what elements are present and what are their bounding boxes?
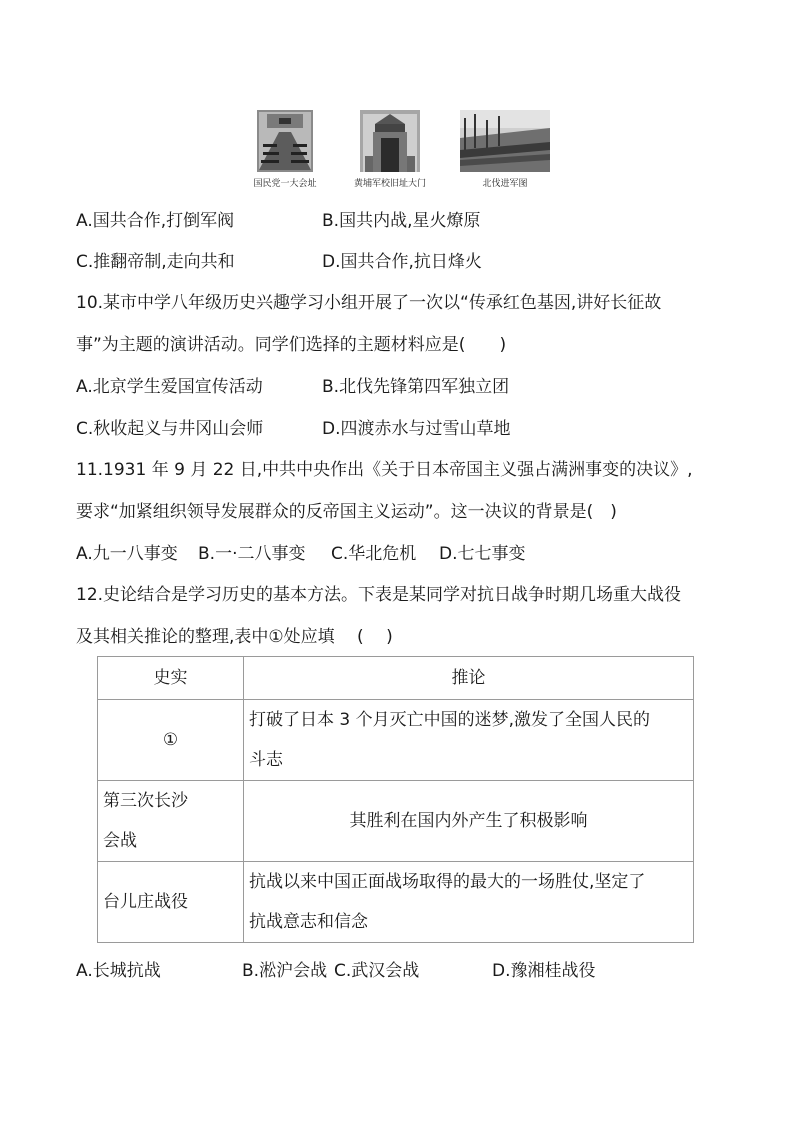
q12-option-d: D.豫湘桂战役 bbox=[492, 961, 596, 981]
q10-option-c: C.秋收起义与井冈山会师 bbox=[76, 419, 264, 439]
q10-option-b: B.北伐先锋第四军独立团 bbox=[322, 377, 510, 397]
q11-option-b: B.一·二八事变 bbox=[198, 544, 306, 564]
q12-table bbox=[97, 656, 694, 943]
table-cell-fact: 台儿庄战役 bbox=[98, 862, 244, 943]
table-row bbox=[98, 781, 694, 862]
table-header-inference: 推论 bbox=[244, 657, 694, 700]
q9-option-d: D.国共合作,抗日烽火 bbox=[322, 252, 482, 272]
inference-line: 斗志 bbox=[249, 750, 283, 770]
inference-line: 抗战意志和信念 bbox=[249, 912, 368, 932]
figure-caption: 国民党一大会址 bbox=[253, 179, 317, 189]
table-cell-fact bbox=[98, 781, 244, 862]
table-cell-fact: ① bbox=[98, 700, 244, 781]
table-cell-inference bbox=[244, 700, 694, 781]
q12-stem-line-2: 及其相关推论的整理,表中①处应填 ( ) bbox=[76, 627, 393, 647]
table-row bbox=[98, 862, 694, 943]
q12-option-b: B.淞沪会战 bbox=[242, 961, 328, 981]
q11-stem-line-1: 11.1931 年 9 月 22 日,中共中央作出《关于日本帝国主义强占满洲事变的决议》, bbox=[76, 460, 693, 480]
gate-photo-icon bbox=[345, 110, 435, 172]
q11-stem-line-2: 要求“加紧组织领导发展群众的反帝国主义运动”。这一决议的背景是( ) bbox=[76, 502, 617, 522]
q11-option-c: C.华北危机 bbox=[331, 544, 417, 564]
march-photo-icon bbox=[460, 110, 550, 172]
figure-whampoa-gate bbox=[345, 110, 435, 189]
figure-strip bbox=[240, 110, 560, 192]
q12-option-a: A.长城抗战 bbox=[76, 961, 161, 981]
table-header-fact: 史实 bbox=[98, 657, 244, 700]
q10-option-d: D.四渡赤水与过雪山草地 bbox=[322, 419, 511, 439]
hall-photo-icon bbox=[245, 110, 325, 172]
figure-caption: 北伐进军图 bbox=[482, 179, 528, 189]
q12-stem-line-1: 12.史论结合是学习历史的基本方法。下表是某同学对抗日战争时期几场重大战役 bbox=[76, 585, 682, 605]
table-cell-inference: 其胜利在国内外产生了积极影响 bbox=[244, 781, 694, 862]
q11-option-d: D.七七事变 bbox=[439, 544, 526, 564]
figure-caption: 黄埔军校旧址大门 bbox=[353, 179, 426, 189]
q10-option-a: A.北京学生爱国宣传活动 bbox=[76, 377, 263, 397]
table-cell-inference bbox=[244, 862, 694, 943]
fact-line: 第三次长沙 bbox=[103, 791, 188, 811]
inference-line: 打破了日本 3 个月灭亡中国的迷梦,激发了全国人民的 bbox=[249, 710, 651, 730]
table-header-row bbox=[98, 657, 694, 700]
q12-option-c: C.武汉会战 bbox=[334, 961, 420, 981]
table-row bbox=[98, 700, 694, 781]
q9-option-a: A.国共合作,打倒军阀 bbox=[76, 211, 235, 231]
q10-stem-line-2: 事”为主题的演讲活动。同学们选择的主题材料应是( ) bbox=[76, 335, 507, 355]
fact-line: 会战 bbox=[103, 831, 137, 851]
q10-stem-line-1: 10.某市中学八年级历史兴趣学习小组开展了一次以“传承红色基因,讲好长征故 bbox=[76, 293, 662, 313]
q9-option-b: B.国共内战,星火燎原 bbox=[322, 211, 481, 231]
q11-option-a: A.九一八事变 bbox=[76, 544, 178, 564]
q9-option-c: C.推翻帝制,走向共和 bbox=[76, 252, 235, 272]
inference-line: 抗战以来中国正面战场取得的最大的一场胜仗,坚定了 bbox=[249, 872, 646, 892]
figure-northern-expedition bbox=[460, 110, 550, 189]
figure-kmt-congress-site bbox=[245, 110, 325, 189]
